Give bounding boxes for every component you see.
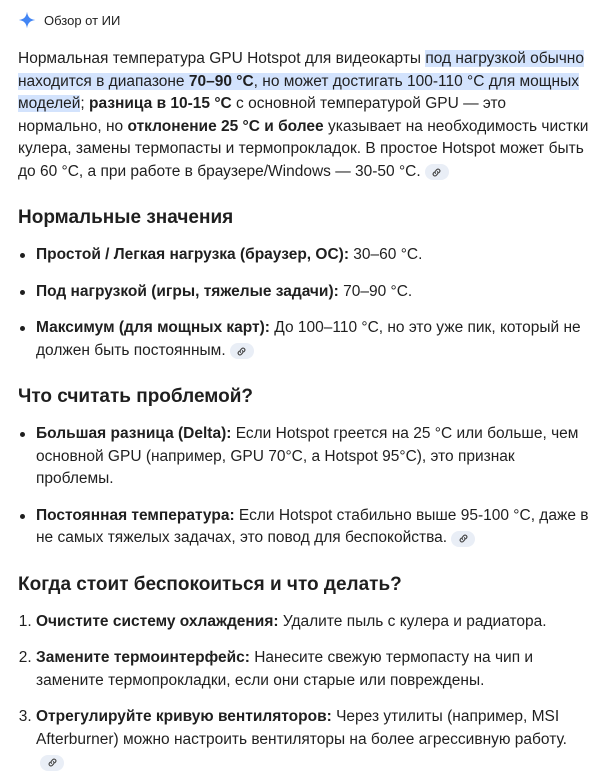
list-item xyxy=(36,281,593,304)
source-link-button[interactable] xyxy=(451,531,475,547)
list-item xyxy=(36,505,593,550)
highlight-part: , но может достигать 100-110 °C для мощных моделей xyxy=(18,72,580,112)
section-title-actions: Когда стоит беспокоиться и что делать? xyxy=(18,573,402,595)
normal-values-list xyxy=(18,244,593,362)
item-label: Простой / Легкая нагрузка (браузер, ОС): xyxy=(36,246,349,263)
list-item xyxy=(36,706,593,774)
list-item xyxy=(36,423,593,491)
problem-list xyxy=(18,423,593,550)
ai-overview-title: Обзор от ИИ xyxy=(44,12,121,28)
intro-paragraph xyxy=(18,48,593,183)
sparkle-icon xyxy=(18,11,36,29)
item-text: Если Hotspot стабильно выше 95-100 °C, даже в не самых тяжелых задачах, это повод для беспокойства. xyxy=(36,506,589,546)
source-link-button[interactable] xyxy=(40,755,64,771)
item-label: Под нагрузкой (игры, тяжелые задачи): xyxy=(36,282,339,300)
list-item xyxy=(36,611,593,634)
intro-text: ; xyxy=(80,95,90,112)
link-icon xyxy=(431,167,442,178)
intro-text: с основной температурой GPU — это нормально, но xyxy=(18,95,507,135)
highlight-range: 70–90 °C xyxy=(188,72,254,90)
item-label: Очистите систему охлаждения: xyxy=(36,612,279,630)
list-item xyxy=(36,647,593,692)
section-title-normal: Нормальные значения xyxy=(18,207,234,228)
item-label: Замените термоинтерфейс: xyxy=(36,649,250,666)
item-text: До 100–110 °C, но это уже пик, который не должен быть постоянным. xyxy=(36,319,581,359)
item-label: Максимум (для мощных карт): xyxy=(36,319,270,336)
item-text: Нанесите свежую термопасту на чип и замените термопрокладки, если они старые или повреждены. xyxy=(36,649,534,689)
intro-text: указывает на необходимость чистки кулера, замены термопасты и термопрокладок. В простое Hotspot может быть до 60 °C, а при работе в браузере/Windows — 30-50 °C. xyxy=(18,117,589,180)
highlight-part: под нагрузкой обычно находится в диапазоне xyxy=(18,50,584,90)
actions-list xyxy=(18,611,593,774)
bold-delta: разница в 10-15 °C xyxy=(89,95,232,112)
item-label: Отрегулируйте кривую вентиляторов: xyxy=(36,708,332,725)
item-text: 30–60 °C. xyxy=(349,246,423,263)
link-icon xyxy=(47,757,58,768)
item-text: Через утилиты (например, MSI Afterburner) можно настроить вентиляторы на более агрессивную работу. xyxy=(36,708,567,748)
list-item xyxy=(36,244,593,267)
source-link-button[interactable] xyxy=(230,343,254,359)
link-icon xyxy=(236,346,247,357)
list-item xyxy=(36,317,593,362)
ai-overview-header xyxy=(18,8,593,32)
item-text: Удалите пыль с кулера и радиатора. xyxy=(278,612,547,630)
section-title-problem: Что считать проблемой? xyxy=(18,386,253,407)
bold-deviation: отклонение 25 °C и более xyxy=(127,117,324,135)
item-label: Большая разница (Delta): xyxy=(36,425,232,442)
link-icon xyxy=(458,533,469,544)
intro-text: Нормальная температура GPU Hotspot для видеокарты xyxy=(18,50,426,67)
item-label: Постоянная температура: xyxy=(36,506,235,524)
item-text: Если Hotspot греется на 25 °C или больше, чем основной GPU (например, GPU 70°C, а Hotspot 95°C), это признак проблемы. xyxy=(36,425,579,487)
item-text: 70–90 °C. xyxy=(338,282,413,300)
source-link-button[interactable] xyxy=(425,164,449,180)
